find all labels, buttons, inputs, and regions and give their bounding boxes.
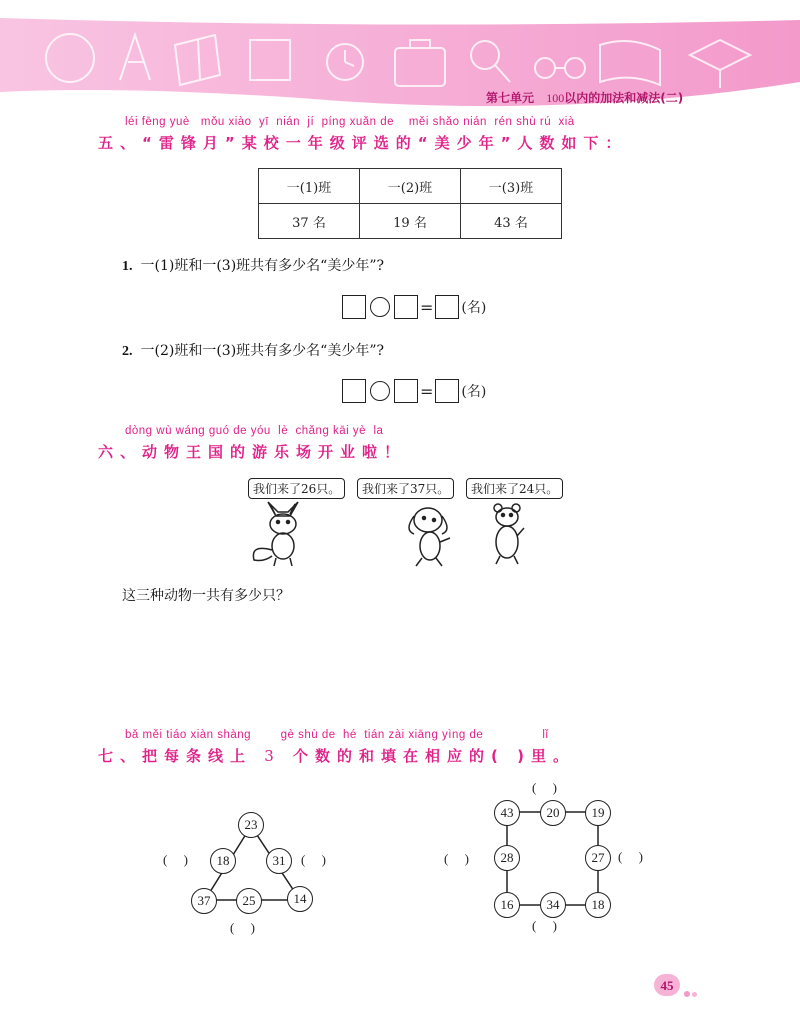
section5-title: 五、“雷锋月”某校一年级评选的“美少年”人数如下： bbox=[98, 134, 628, 152]
answer-blank[interactable]: ( ) bbox=[163, 852, 188, 867]
section7-title-pre: 七、把每条线上 bbox=[98, 747, 253, 765]
question-number: 1. bbox=[122, 259, 133, 274]
answer-blank[interactable]: ( ) bbox=[301, 852, 326, 867]
operator-circle[interactable] bbox=[370, 297, 390, 317]
section7-title-post: 个数的和填在相应的( )里。 bbox=[293, 747, 575, 765]
class-table bbox=[258, 168, 562, 239]
animals-illustration bbox=[240, 500, 580, 574]
section5-pinyin: léi fēng yuè mǒu xiào yī nián jí píng xuǎn de měi shǎo nián rén shù rú xià bbox=[125, 116, 575, 128]
table-cell: 43 名 bbox=[461, 204, 562, 239]
number-node: 16 bbox=[494, 892, 520, 918]
table-row bbox=[259, 204, 562, 239]
section7-title-number: 3 bbox=[264, 747, 281, 765]
equation-2: = (名) bbox=[342, 379, 486, 403]
unit-label: 第七单元 bbox=[486, 91, 535, 105]
section6-pinyin: dòng wù wáng guó de yóu lè chǎng kāi yè la bbox=[125, 425, 384, 437]
fox-icon bbox=[253, 502, 298, 566]
table-header-cell: 一(2)班 bbox=[360, 169, 461, 204]
question-2 bbox=[122, 340, 384, 360]
answer-box[interactable] bbox=[342, 379, 366, 403]
number-node: 43 bbox=[494, 800, 520, 826]
number-node: 18 bbox=[210, 848, 236, 874]
answer-box[interactable] bbox=[394, 295, 418, 319]
number-node: 20 bbox=[540, 800, 566, 826]
number-node: 23 bbox=[238, 812, 264, 838]
answer-blank[interactable]: ( ) bbox=[618, 849, 643, 864]
answer-box[interactable] bbox=[435, 379, 459, 403]
question-1 bbox=[122, 255, 384, 275]
page-number: 45 bbox=[660, 978, 674, 993]
number-node: 37 bbox=[191, 888, 217, 914]
section7-pinyin: bǎ měi tiáo xiàn shàng gè shù de hé tián zài xiāng yìng de lǐ bbox=[125, 729, 549, 741]
answer-blank[interactable]: ( ) bbox=[230, 920, 255, 935]
number-node: 34 bbox=[540, 892, 566, 918]
number-node: 25 bbox=[236, 888, 262, 914]
section6-question: 这三种动物一共有多少只？ bbox=[122, 588, 290, 604]
dot-decoration-icon bbox=[684, 982, 697, 1001]
speech-bubble: 我们来了26只。 bbox=[248, 478, 345, 499]
question-text: 一(2)班和一(3)班共有多少名“美少年”? bbox=[140, 343, 384, 359]
unit-range: 100 bbox=[546, 91, 565, 105]
number-node: 19 bbox=[585, 800, 611, 826]
question-text: 一(1)班和一(3)班共有多少名“美少年”? bbox=[140, 258, 384, 274]
equation-1: = (名) bbox=[342, 295, 486, 319]
unit-title: 以内的加法和减法(二) bbox=[564, 91, 684, 105]
number-node: 27 bbox=[585, 845, 611, 871]
question-number: 2. bbox=[122, 344, 133, 359]
number-node: 18 bbox=[585, 892, 611, 918]
table-cell: 19 名 bbox=[360, 204, 461, 239]
answer-blank[interactable]: ( ) bbox=[532, 780, 557, 795]
unit-label: (名) bbox=[461, 300, 487, 316]
answer-blank[interactable]: ( ) bbox=[532, 918, 557, 933]
answer-box[interactable] bbox=[394, 379, 418, 403]
table-cell: 37 名 bbox=[259, 204, 360, 239]
number-node: 28 bbox=[494, 845, 520, 871]
unit-header bbox=[486, 89, 683, 106]
table-header-cell: 一(1)班 bbox=[259, 169, 360, 204]
number-node: 31 bbox=[266, 848, 292, 874]
operator-circle[interactable] bbox=[370, 381, 390, 401]
answer-blank[interactable]: ( ) bbox=[444, 851, 469, 866]
answer-box[interactable] bbox=[342, 295, 366, 319]
bear-icon bbox=[494, 504, 524, 564]
page-number-badge bbox=[654, 974, 680, 996]
header-banner bbox=[0, 0, 800, 125]
speech-bubble: 我们来了37只。 bbox=[357, 478, 454, 499]
section6-title: 六、动物王国的游乐场开业啦！ bbox=[98, 443, 407, 461]
square-puzzle bbox=[440, 778, 680, 938]
table-header-cell: 一(3)班 bbox=[461, 169, 562, 204]
triangle-puzzle bbox=[150, 800, 370, 950]
unit-label: (名) bbox=[461, 384, 487, 400]
answer-box[interactable] bbox=[435, 295, 459, 319]
section7-title bbox=[98, 745, 575, 766]
dog-icon bbox=[409, 508, 450, 566]
speech-bubble: 我们来了24只。 bbox=[466, 478, 563, 499]
number-node: 14 bbox=[287, 886, 313, 912]
table-header-row bbox=[259, 169, 562, 204]
